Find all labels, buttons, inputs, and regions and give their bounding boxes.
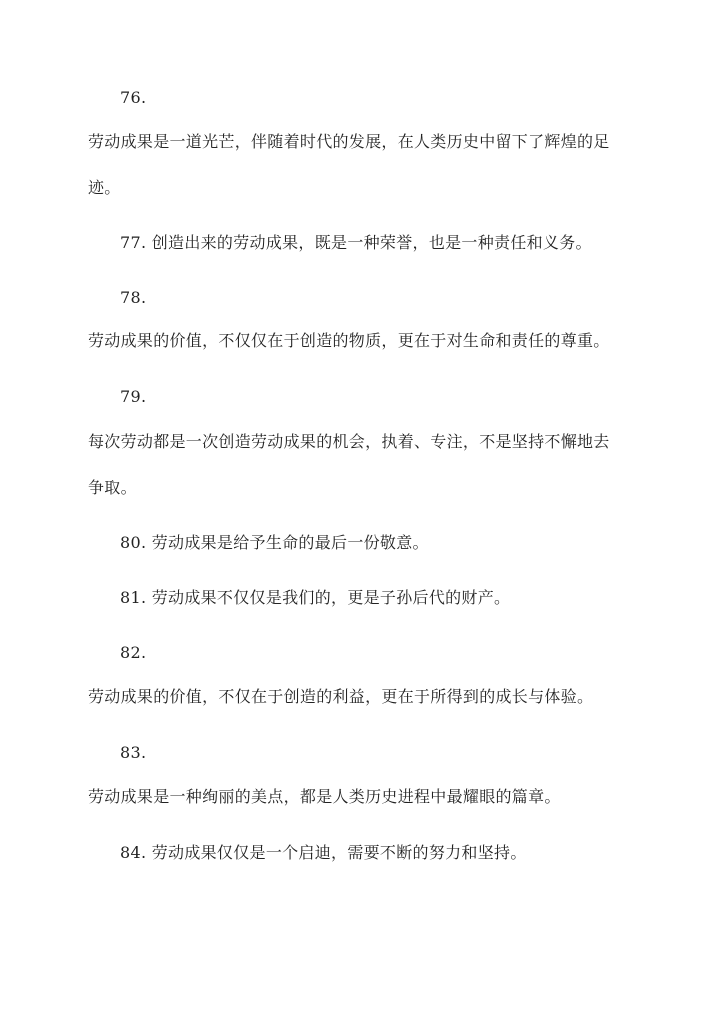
item-76-number: 76. — [120, 88, 147, 107]
item-80-text: 80. 劳动成果是给予生命的最后一份敬意。 — [120, 533, 429, 552]
item-79-line-1: 每次劳动都是一次创造劳动成果的机会，执着、专注，不是坚持不懈地去 — [88, 432, 610, 451]
item-84-text: 84. 劳动成果仅仅是一个启迪，需要不断的努力和坚持。 — [120, 843, 527, 862]
item-83-number: 83. — [120, 743, 147, 762]
item-82-number: 82. — [120, 643, 147, 662]
item-76-line-1: 劳动成果是一道光芒，伴随着时代的发展，在人类历史中留下了辉煌的足 — [88, 132, 610, 151]
item-79-line-2: 争取。 — [88, 478, 137, 497]
item-82-line-1: 劳动成果的价值，不仅在于创造的利益，更在于所得到的成长与体验。 — [88, 687, 594, 706]
item-76-line-2: 迹。 — [88, 178, 121, 197]
item-78-number: 78. — [120, 288, 147, 307]
item-78-line-1: 劳动成果的价值，不仅仅在于创造的物质，更在于对生命和责任的尊重。 — [88, 331, 610, 350]
item-83-line-1: 劳动成果是一种绚丽的美点，都是人类历史进程中最耀眼的篇章。 — [88, 787, 561, 806]
item-77-text: 77. 创造出来的劳动成果，既是一种荣誉，也是一种责任和义务。 — [120, 233, 592, 252]
item-81-text: 81. 劳动成果不仅仅是我们的，更是子孙后代的财产。 — [120, 588, 511, 607]
item-79-number: 79. — [120, 387, 147, 406]
